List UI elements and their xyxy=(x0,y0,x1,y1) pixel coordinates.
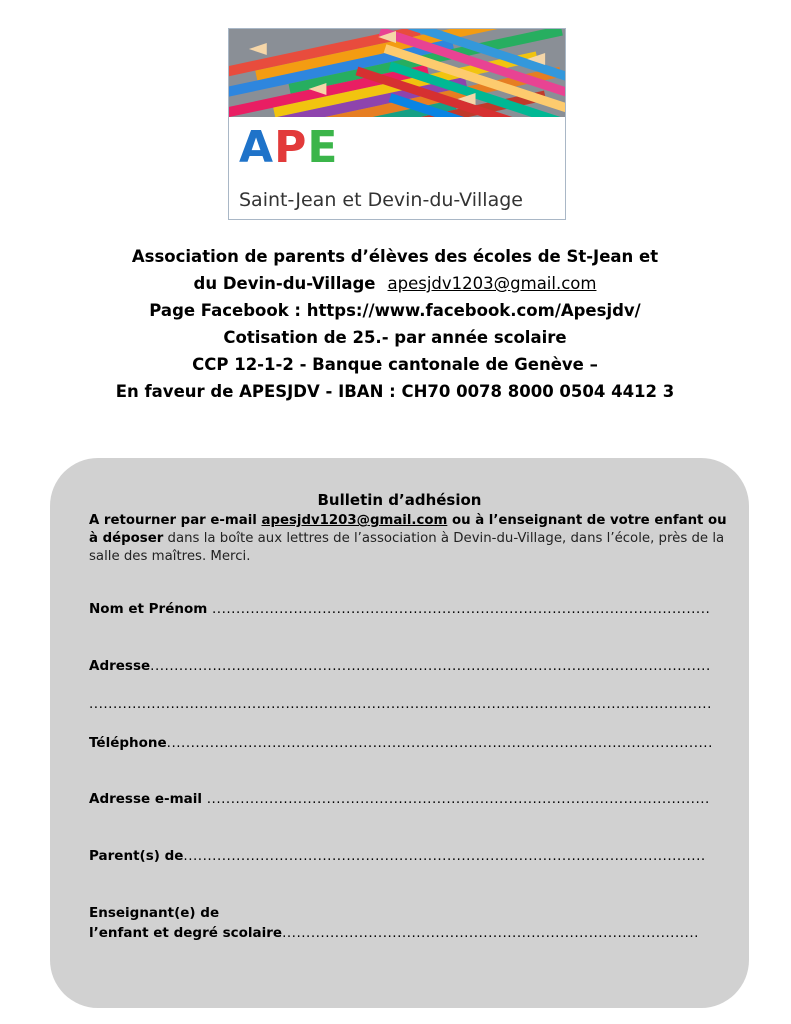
field-teacher-heading xyxy=(89,905,711,921)
field-address-label: Adresse xyxy=(89,658,151,674)
field-parent[interactable] xyxy=(89,848,707,864)
intro-part-b: ou à l’enseignant de votre enfant ou à déposer xyxy=(89,513,727,546)
ape-letter-e: E xyxy=(307,122,339,173)
field-name[interactable] xyxy=(89,601,711,617)
field-address-line-2[interactable] xyxy=(89,696,711,712)
field-address[interactable] xyxy=(89,658,711,674)
header-facebook: Page Facebook : https://www.facebook.com/Apesjdv/ xyxy=(149,301,641,320)
field-email[interactable] xyxy=(89,791,711,807)
ape-letter-p: P xyxy=(274,122,308,173)
header-iban: En faveur de APESJDV - IBAN : CH70 0078 8000 0504 4412 3 xyxy=(115,382,675,401)
header-line-2 xyxy=(80,270,710,297)
field-phone-label: Téléphone xyxy=(89,735,167,751)
intro-part-c: dans la boîte aux lettres de l’association à Devin-du-Village, dans l’école, près de la salle des maîtres. Merci. xyxy=(89,531,725,564)
logo xyxy=(228,28,566,220)
field-address-line[interactable] xyxy=(150,658,711,674)
ape-letter-a: A xyxy=(239,122,275,173)
intro-email-link[interactable]: apesjdv1203@gmail.com xyxy=(261,513,448,528)
field-parent-line[interactable] xyxy=(183,848,707,864)
form-instructions xyxy=(89,512,729,566)
field-teacher-line[interactable] xyxy=(282,925,697,941)
header-line-2-text: du Devin-du-Village xyxy=(193,274,376,293)
pencils-image xyxy=(229,29,565,117)
field-teacher-label-1: Enseignant(e) de xyxy=(89,905,220,921)
association-header xyxy=(80,243,710,405)
field-name-label: Nom et Prénom xyxy=(89,601,208,617)
form-title: Bulletin d’adhésion xyxy=(317,491,482,509)
membership-form xyxy=(50,458,749,1008)
logo-subtitle: Saint-Jean et Devin-du-Village xyxy=(239,189,523,211)
header-email-link[interactable]: apesjdv1203@gmail.com xyxy=(387,274,597,293)
field-parent-label: Parent(s) de xyxy=(89,848,184,864)
header-line-1: Association de parents d’élèves des écoles de St-Jean et xyxy=(131,247,659,266)
field-teacher-label-2: l’enfant et degré scolaire xyxy=(89,925,283,941)
field-phone-line[interactable] xyxy=(167,735,711,751)
intro-part-a: A retourner par e-mail xyxy=(89,513,262,528)
ape-logo-text xyxy=(239,123,338,173)
field-name-line[interactable] xyxy=(212,601,711,617)
field-phone[interactable] xyxy=(89,735,711,751)
field-email-line[interactable] xyxy=(207,791,711,807)
field-email-label: Adresse e-mail xyxy=(89,791,203,807)
field-teacher[interactable] xyxy=(89,925,697,941)
field-address-2[interactable] xyxy=(89,696,711,712)
header-cotisation: Cotisation de 25.- par année scolaire xyxy=(223,328,567,347)
header-ccp: CCP 12-1-2 - Banque cantonale de Genève – xyxy=(192,355,598,374)
